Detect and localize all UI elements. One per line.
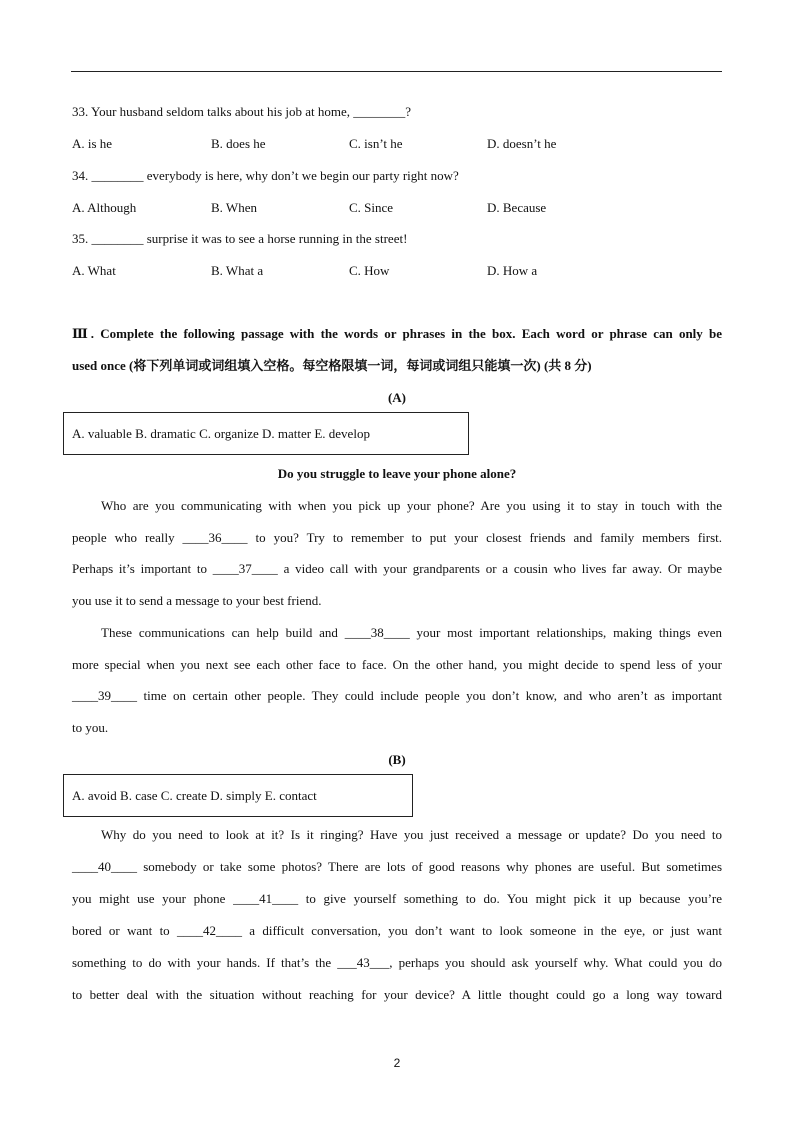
question-35-stem: 35. ________ surprise it was to see a horse running in the street! <box>72 231 408 246</box>
option-d: D. doesn’t he <box>487 136 557 151</box>
passage-a-line: These communications can help build and ____38____ your most important relationships, making things even <box>101 625 722 640</box>
option-c: C. How <box>349 263 390 278</box>
question-34-options <box>72 200 722 216</box>
question-35-options <box>72 263 722 279</box>
passage-title: Do you struggle to leave your phone alone? <box>277 466 517 481</box>
question-34-stem: 34. ________ everybody is here, why don’t we begin our party right now? <box>72 168 459 183</box>
word-box-b <box>63 774 413 817</box>
page-number: 2 <box>393 1056 401 1070</box>
option-a: A. is he <box>72 136 113 151</box>
option-d: D. How a <box>487 263 538 278</box>
question-33-stem: 33. Your husband seldom talks about his job at home, ________? <box>72 104 412 119</box>
passage-b-line: bored or want to ____42____ a difficult conversation, you don’t want to look someone in the eye, or just want <box>72 923 722 938</box>
passage-a-line: people who really ____36____ to you? Try to remember to put your closest friends and family members first. <box>72 530 722 545</box>
passage-b-line: to better deal with the situation without reaching for your device? A little thought could go a long way toward <box>72 987 722 1002</box>
option-c: C. Since <box>349 200 394 215</box>
passage-a-line: Who are you communicating with when you pick up your phone? Are you using it to stay in touch with the <box>101 498 722 513</box>
passage-a-line: to you. <box>72 720 109 735</box>
option-d: D. Because <box>487 200 547 215</box>
option-a: A. What <box>72 263 116 278</box>
option-b: B. What a <box>211 263 264 278</box>
section-heading-line2: used once (将下列单词或词组填入空格。每空格限填一词，每词或词组只能填一次) (共 8 分) <box>72 358 592 373</box>
part-a-label: (A) <box>387 390 407 405</box>
option-a: A. Although <box>72 200 137 215</box>
section-heading-line1: Ⅲ. Complete the following passage with the words or phrases in the box. Each word or phrase can only be <box>72 326 722 341</box>
option-b: B. When <box>211 200 257 215</box>
word-box-a-text: A. valuable B. dramatic C. organize D. matter E. develop <box>72 425 370 441</box>
passage-a-line: more special when you next see each other face to face. On the other hand, you might decide to spend less of your <box>72 657 722 672</box>
passage-b-line: Why do you need to look at it? Is it ringing? Have you just received a message or update? Do you need to <box>101 827 722 842</box>
word-box-b-text: A. avoid B. case C. create D. simply E. contact <box>72 787 317 803</box>
option-c: C. isn’t he <box>349 136 403 151</box>
passage-b-line: ____40____ somebody or take some photos? There are lots of good reasons why phones are useful. But sometimes <box>72 859 722 874</box>
option-b: B. does he <box>211 136 266 151</box>
passage-a-line: Perhaps it’s important to ____37____ a video call with your grandparents or a cousin who lives far away. Or maybe <box>72 561 722 576</box>
passage-a-line: ____39____ time on certain other people. They could include people you don’t know, and who aren’t as important <box>72 688 722 703</box>
passage-b-line: you might use your phone ____41____ to give yourself something to do. You might pick it up because you’re <box>72 891 722 906</box>
question-33-options <box>72 136 722 152</box>
word-box-a <box>63 412 469 455</box>
passage-a-line: you use it to send a message to your best friend. <box>72 593 322 608</box>
part-b-label: (B) <box>388 752 406 767</box>
passage-b-line: something to do with your hands. If that’s the ___43___, perhaps you should ask yourself why. What could you do <box>72 955 722 970</box>
header-rule <box>71 71 722 72</box>
